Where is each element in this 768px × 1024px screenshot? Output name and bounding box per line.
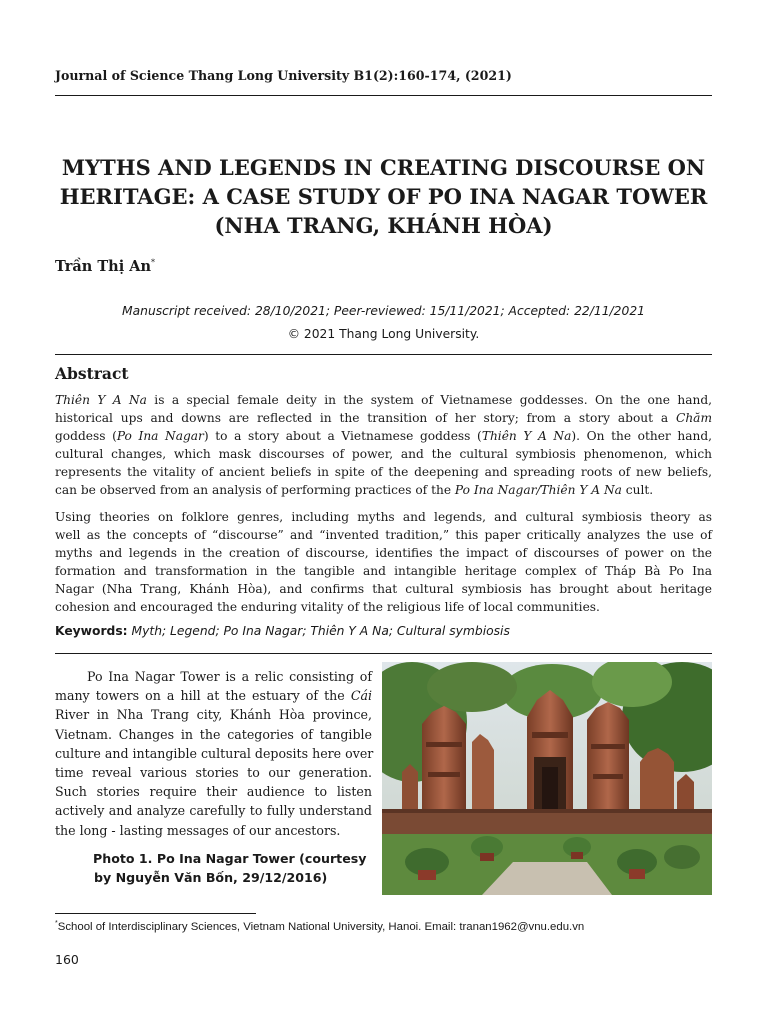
tower-photo bbox=[382, 662, 712, 895]
title-line-3: (NHA TRANG, KHÁNH HÒA) bbox=[214, 213, 553, 238]
abstract-p1-line: can be observed from an analysis of performing practices of the Po Ina Nagar/Thiên Y A Na cult. bbox=[55, 483, 654, 497]
body-line: actively and analyze carefully to fully understand bbox=[55, 803, 372, 819]
author-footnote-marker: * bbox=[151, 258, 156, 268]
abstract-p1-line: historical ups and downs are reflected in the transition of her story; from a story about a Chăm bbox=[55, 411, 712, 425]
abstract-p1-line: cultural changes, which mask discourses of power, and the cultural symbiosis phenomenon, which bbox=[55, 447, 712, 461]
footnote-rule bbox=[55, 913, 256, 914]
author bbox=[55, 258, 155, 275]
caption-line-2: by Nguyễn Văn Bốn, 29/12/2016) bbox=[94, 870, 328, 885]
keywords bbox=[55, 624, 510, 638]
body-line: Po Ina Nagar Tower is a relic consisting of bbox=[87, 669, 372, 684]
footnote-marker: * bbox=[55, 920, 58, 927]
body-line: Such stories require their audience to listen bbox=[55, 784, 372, 800]
abstract-p2-line: Nagar (Nha Trang, Khánh Hòa), and confirms that cultural symbiosis has brought about heritage bbox=[55, 582, 712, 596]
tower-photo-illustration bbox=[382, 662, 712, 895]
abstract-p1-line: Thiên Y A Na is a special female deity in the system of Vietnamese goddesses. On the one hand, bbox=[55, 393, 712, 407]
title-line-2: HERITAGE: A CASE STUDY OF PO INA NAGAR TOWER bbox=[59, 184, 708, 209]
photo-caption bbox=[93, 849, 366, 887]
page-number: 160 bbox=[55, 952, 79, 967]
body-line: the long - lasting messages of our ancestors. bbox=[55, 822, 341, 838]
abstract-paragraph-2 bbox=[55, 508, 712, 616]
body-line: many towers on a hill at the estuary of the Cái bbox=[55, 688, 372, 704]
body-line: Vietnam. Changes in the categories of tangible bbox=[55, 726, 372, 742]
body-text bbox=[55, 667, 372, 840]
abstract-heading: Abstract bbox=[55, 364, 129, 383]
abstract-p2-line: Using theories on folklore genres, including myths and legends, and cultural symbiosis theory as bbox=[55, 510, 712, 524]
abstract-top-rule bbox=[55, 354, 712, 355]
copyright: © 2021 Thang Long University. bbox=[287, 327, 480, 341]
title-line-1: MYTHS AND LEGENDS IN CREATING DISCOURSE ON bbox=[61, 155, 706, 180]
footnote bbox=[55, 920, 584, 933]
keywords-label: Keywords: bbox=[55, 624, 128, 638]
abstract-paragraph-1 bbox=[55, 391, 712, 499]
abstract-p2-line: formation and transformation in the tangible and intangible heritage complex of Tháp Bà Po Ina bbox=[55, 564, 712, 578]
abstract-p1-line: goddess (Po Ina Nagar) to a story about a Vietnamese goddess (Thiên Y A Na). On the other hand, bbox=[55, 429, 713, 443]
abstract-bottom-rule bbox=[55, 653, 712, 654]
footnote-text: School of Interdisciplinary Sciences, Vietnam National University, Hanoi. Email: tranan1962@vnu.edu.vn bbox=[57, 920, 585, 933]
body-line: River in Nha Trang city, Khánh Hòa province, bbox=[55, 707, 372, 723]
abstract-p1-line: represents the vitality of ancient beliefs in spite of the deepening and spreading roots of new beliefs, bbox=[55, 465, 712, 479]
manuscript-dates: Manuscript received: 28/10/2021; Peer-reviewed: 15/11/2021; Accepted: 22/11/2021 bbox=[122, 304, 645, 318]
keywords-text: Myth; Legend; Po Ina Nagar; Thiên Y A Na; Cultural symbiosis bbox=[127, 624, 510, 638]
caption-line-1: Photo 1. Po Ina Nagar Tower (courtesy bbox=[93, 851, 367, 866]
abstract-p2-line: cohesion and encouraged the enduring vitality of the religious life of local communities. bbox=[55, 600, 600, 614]
body-line: time reveal various stories to our generation. bbox=[55, 765, 372, 781]
abstract-p2-line: well as the concepts of “discourse” and “invented tradition,” this paper critically analyzes the use of bbox=[55, 528, 712, 542]
author-name: Trần Thị An bbox=[55, 258, 152, 275]
header-rule bbox=[55, 95, 712, 96]
journal-header: Journal of Science Thang Long University B1(2):160-174, (2021) bbox=[55, 68, 512, 83]
abstract-p2-line: myths and legends in the creation of discourse, identifies the impact of discourses of power on the bbox=[55, 546, 712, 560]
paper-title bbox=[55, 153, 712, 240]
body-line: culture and intangible cultural deposits here over bbox=[55, 745, 374, 761]
